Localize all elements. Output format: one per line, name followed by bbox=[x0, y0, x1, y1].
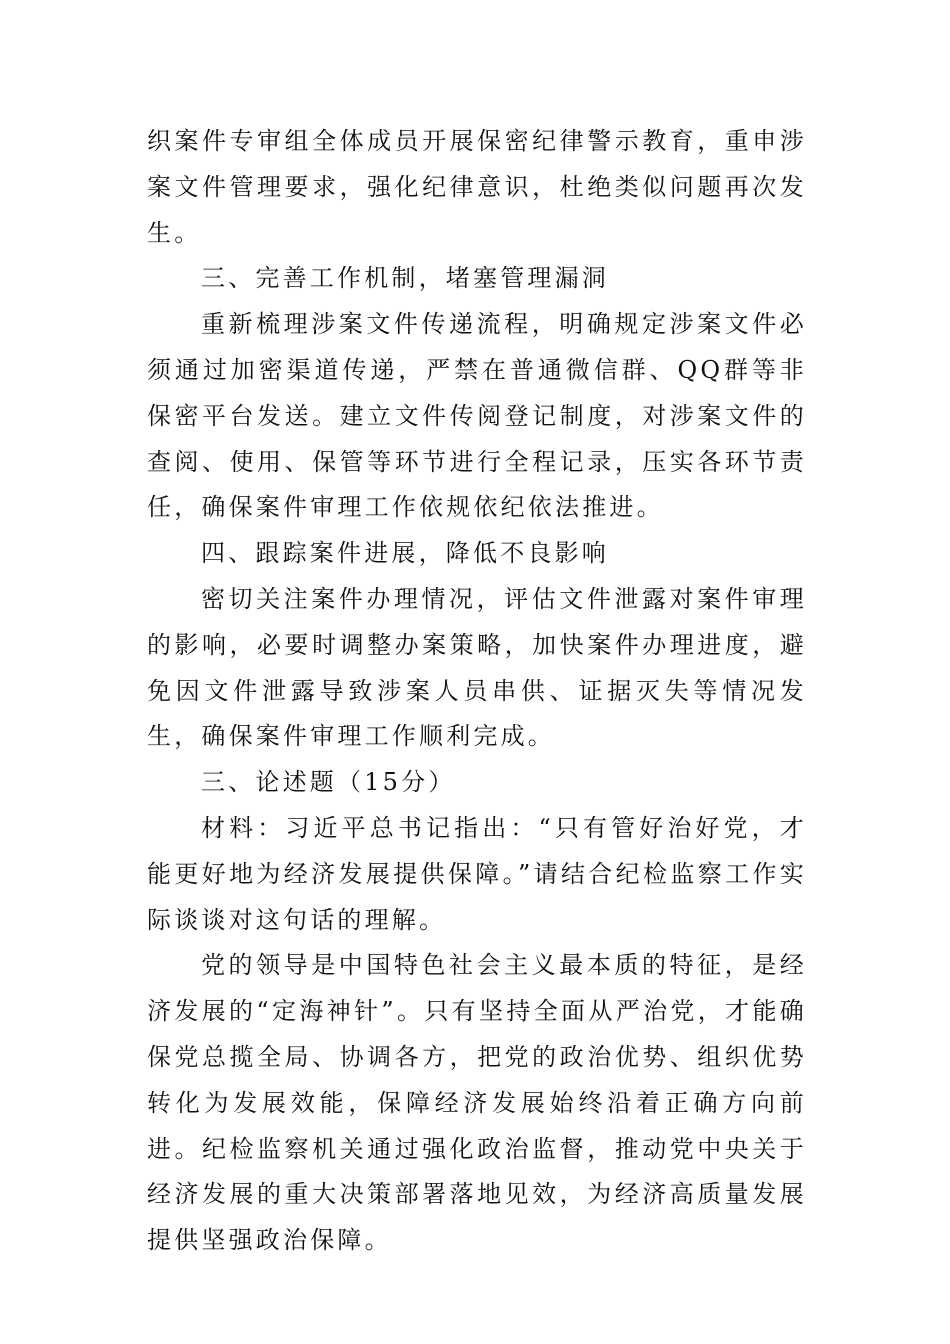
section-heading-4: 四、跟踪案件进展，降低不良影响 bbox=[201, 539, 609, 568]
essay-answer: 党的领导是中国特色社会主义最本质的特征，是经济发展的“定海神针”。只有坚持全面从严治党，才能确保党总揽全局、协调各方，把党的政治优势、组织优势转化为发展效能，保障经济发展始终沿着正确方向前进。纪检监察机关通过强化政治监督，推动党中央关于经济发展的重大决策部署落地见效，为经济高质量发展提供坚强政治保障。 bbox=[147, 951, 807, 1255]
paragraph-mechanism: 重新梳理涉案文件传递流程，明确规定涉案文件必须通过加密渠道传递，严禁在普通微信群、QQ群等非保密平台发送。建立文件传阅登记制度，对涉案文件的查阅、使用、保管等环节进行全程记录，压实各环节责任，确保案件审理工作依规依纪依法推进。 bbox=[147, 310, 807, 522]
paragraph-continued: 织案件专审组全体成员开展保密纪律警示教育，重申涉案文件管理要求，强化纪律意识，杜绝类似问题再次发生。 bbox=[147, 127, 807, 247]
paragraph-tracking: 密切关注案件办理情况，评估文件泄露对案件审理的影响，必要时调整办案策略，加快案件办理进度，避免因文件泄露导致涉案人员串供、证据灭失等情况发生，确保案件审理工作顺利完成。 bbox=[147, 584, 807, 751]
section-heading-3: 三、完善工作机制，堵塞管理漏洞 bbox=[201, 264, 609, 293]
document-body bbox=[147, 119, 807, 1264]
essay-material: 材料：习近平总书记指出：“只有管好治好党，才能更好地为经济发展提供保障。”请结合纪检监察工作实际谈谈对这句话的理解。 bbox=[147, 813, 807, 934]
essay-question-heading: 三、论述题（15分） bbox=[201, 768, 456, 797]
